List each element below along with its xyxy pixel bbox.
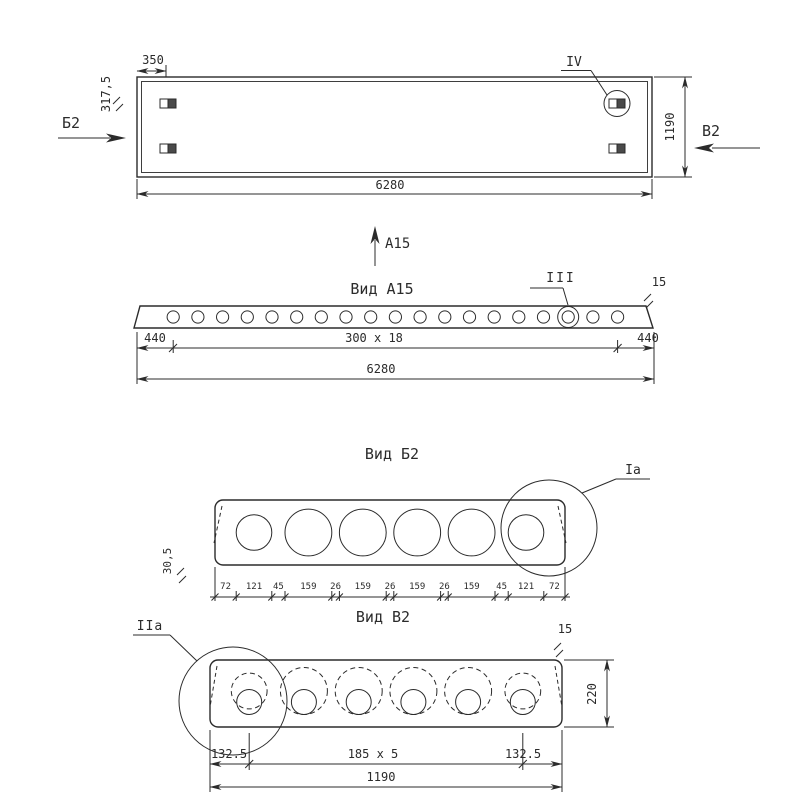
dim-317-5 bbox=[99, 76, 123, 112]
detail-iii-label: III bbox=[546, 271, 576, 286]
view-a15 bbox=[134, 271, 666, 384]
view-arrow-a15-label: А15 bbox=[385, 236, 411, 252]
dim-317-5-label: 317,5 bbox=[99, 75, 113, 113]
dim-440-left-label: 440 bbox=[144, 331, 166, 345]
b2-dim-label: 121 bbox=[245, 582, 263, 592]
view-v2 bbox=[133, 608, 614, 792]
dim-220-label: 220 bbox=[585, 683, 599, 705]
dim-15-a15 bbox=[644, 275, 666, 308]
dim-15-v2-label: 15 bbox=[557, 622, 573, 636]
b2-dim-label: 121 bbox=[517, 582, 535, 592]
a15-holes bbox=[167, 311, 624, 323]
b2-dim-label: 45 bbox=[496, 582, 508, 592]
dim-30-5 bbox=[161, 548, 186, 583]
detail-ia-label: Ia bbox=[625, 463, 641, 478]
dim-1190-plan-label: 1190 bbox=[663, 112, 677, 142]
plan-view bbox=[58, 53, 760, 266]
v2-chamfer-right bbox=[555, 666, 562, 707]
dim-row-v2 bbox=[210, 730, 562, 792]
b2-dim-label: 159 bbox=[463, 582, 480, 592]
dim-row-a15 bbox=[137, 331, 659, 384]
dim-6280-plan-label: 6280 bbox=[375, 178, 405, 192]
detail-iv-label: IV bbox=[566, 55, 582, 70]
b2-dim-label: 72 bbox=[220, 582, 232, 592]
b2-dim-label: 26 bbox=[384, 582, 396, 592]
plan-outline bbox=[137, 77, 652, 177]
dim-185x5-label: 185 x 5 bbox=[347, 747, 399, 761]
dim-350-label: 350 bbox=[142, 53, 164, 67]
view-b2 bbox=[161, 445, 650, 601]
v2-chamfer-left bbox=[210, 666, 217, 707]
dim-1190-v2-label: 1190 bbox=[366, 770, 396, 784]
dim-30-5-label: 30,5 bbox=[161, 547, 174, 575]
detail-iia-label: IIa bbox=[136, 619, 164, 634]
lifting-loop bbox=[160, 99, 176, 108]
detail-callout-ia bbox=[501, 463, 650, 576]
b2-dim-label: 45 bbox=[272, 582, 284, 592]
dim-220 bbox=[564, 660, 614, 727]
b2-hole-circles bbox=[236, 509, 544, 556]
dim-15-v2 bbox=[554, 622, 572, 657]
lifting-loop bbox=[609, 99, 625, 108]
section-label-b2-left: Б2 bbox=[62, 114, 81, 132]
b2-dim-label: 26 bbox=[330, 582, 342, 592]
v2-hole-end-circles bbox=[237, 690, 536, 715]
dim-350 bbox=[137, 53, 166, 77]
view-arrow-a15 bbox=[371, 226, 411, 266]
view-v2-title: Вид В2 bbox=[355, 608, 411, 626]
dim-15-a15-label: 15 bbox=[651, 275, 667, 289]
lifting-loop bbox=[609, 144, 625, 153]
view-b2-title: Вид Б2 bbox=[364, 445, 420, 463]
dim-1190-plan bbox=[654, 77, 692, 177]
b2-dim-label: 159 bbox=[300, 582, 317, 592]
b2-dim-label: 72 bbox=[548, 582, 560, 592]
lifting-loop bbox=[160, 144, 176, 153]
dim-row-b2 bbox=[210, 567, 570, 601]
view-a15-title: Вид А15 bbox=[350, 280, 414, 298]
dim-6280-plan bbox=[137, 178, 652, 199]
b2-section-outline bbox=[215, 500, 565, 565]
dim-132-5-right-label: 132.5 bbox=[504, 747, 542, 761]
b2-dim-label: 26 bbox=[438, 582, 450, 592]
dim-6280-a15-label: 6280 bbox=[366, 362, 396, 376]
v2-hidden-hole-circles bbox=[231, 668, 540, 715]
dim-440-right-label: 440 bbox=[637, 331, 659, 345]
b2-dim-label: 159 bbox=[354, 582, 371, 592]
dim-300x18-label: 300 x 18 bbox=[345, 331, 403, 345]
v2-section-outline bbox=[210, 660, 562, 727]
dim-132-5-left-label: 132.5 bbox=[210, 747, 248, 761]
section-arrow-b2-right bbox=[694, 122, 760, 153]
section-label-b2-right: B2 bbox=[702, 122, 721, 140]
b2-dim-label: 159 bbox=[409, 582, 426, 592]
section-arrow-b2-left bbox=[58, 114, 126, 143]
